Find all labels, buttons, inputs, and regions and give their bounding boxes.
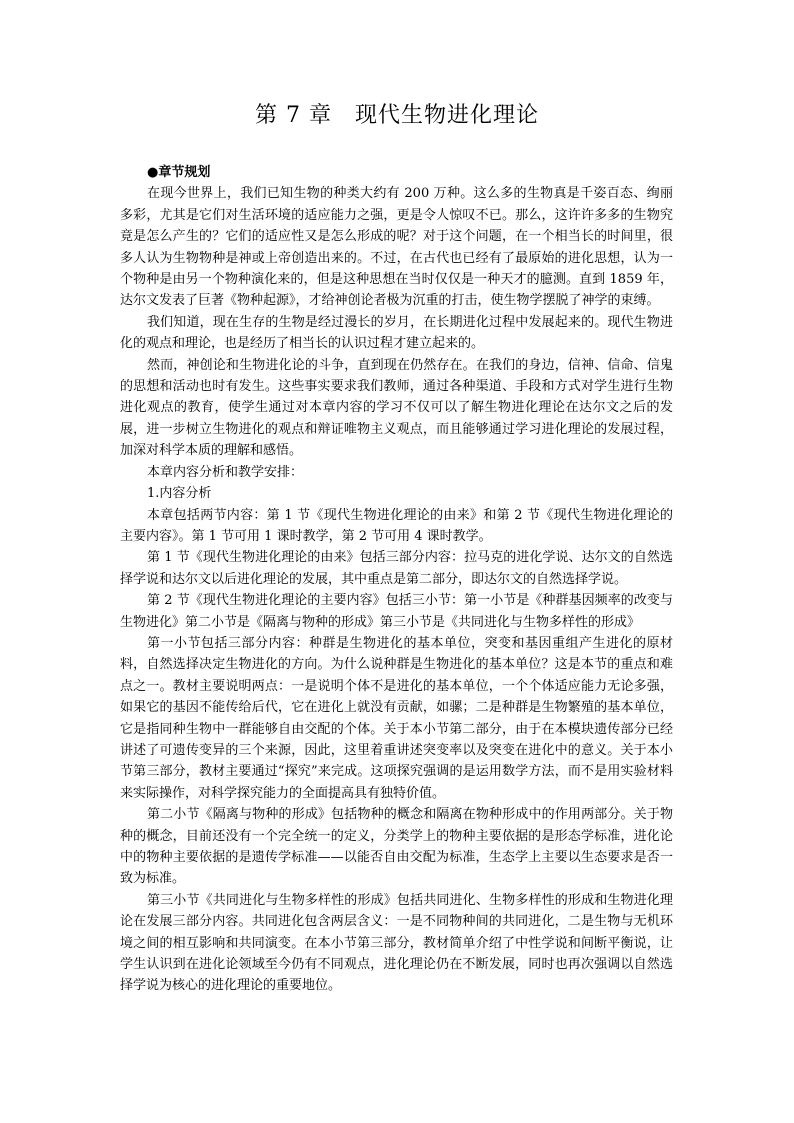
paragraph-subsection-3: 第三小节《共同进化与生物多样性的形成》包括共同进化、生物多样性的形成和生物进化理论在发展三部分内容。共同进化包含两层含义：一是不同物种间的共同进化，二是生物与无机环境之间的相互影响和共同演变。在本小节第三部分，教材简单介绍了中性学说和间断平衡说，让学生认识到在进化论领域至今仍有不同观点，进化理论仍在不断发展，同时也再次强调以自然选择学说为核心的进化理论的重要地位。 — [120, 892, 673, 994]
paragraph-intro: 在现今世界上，我们已知生物的种类大约有 200 万种。这么多的生物真是千姿百态、绚丽多彩，尤其是它们对生活环境的适应能力之强，更是令人惊叹不已。那么，这许许多多的生物究竟是怎么产生的？它们的适应性又是怎么形成的呢？对于这个问题，在一个相当长的时间里，很多人认为生物物种是神或上帝创造出来的。不过，在古代也已经有了最原始的进化思想，认为一个物种是由另一个物种演化来的，但是这种思想在当时仅仅是一种天才的臆测。直到 1859 年，达尔文发表了巨著《物种起源》，才给神创论者极为沉重的打击，使生物学摆脱了神学的束缚。 — [120, 186, 673, 309]
paragraph-content-analysis-heading: 1.内容分析 — [147, 486, 212, 502]
paragraph-section-2: 第 2 节《现代生物进化理论的主要内容》包括三小节：第一小节是《种群基因频率的改变与生物进化》第二小节是《隔离与物种的形成》第三小节是《共同进化与生物多样性的形成》 — [120, 593, 673, 630]
paragraph-arrangement-heading: 本章内容分析和教学安排： — [147, 464, 304, 480]
document-body — [120, 162, 673, 997]
paragraph-subsection-1: 第一小节包括三部分内容：种群是生物进化的基本单位，突变和基因重组产生进化的原材料，自然选择决定生物进化的方向。为什么说种群是生物进化的基本单位？这是本节的重点和难点之一。教材主要说明两点：一是说明个体不是进化的基本单位，一个个体适应能力无论多强，如果它的基因不能传给后代，它在进化上就没有贡献，如骡；二是种群是生物繁殖的基本单位，它是指同种生物中一群能够自由交配的个体。关于本小节第二部分，由于在本模块遗传部分已经讲述了可遗传变异的三个来源，因此，这里着重讲述突变率以及突变在进化中的意义。关于本小节第三部分，教材主要通过“探究”来完成。这项探究强调的是运用数学方法，而不是用实验材料来实际操作，对科学探究能力的全面提高具有独特价值。 — [120, 635, 673, 801]
paragraph-section-1: 第 1 节《现代生物进化理论的由来》包括三部分内容：拉马克的进化学说、达尔文的自然选择学说和达尔文以后进化理论的发展，其中重点是第二部分，即达尔文的自然选择学说。 — [120, 550, 673, 587]
section-heading: ●章节规划 — [147, 165, 211, 180]
paragraph-evolution-history: 我们知道，现在生存的生物是经过漫长的岁月，在长期进化过程中发展起来的。现代生物进化的观点和理论，也是经历了相当长的认识过程才建立起来的。 — [120, 314, 673, 352]
paragraph-teaching-goal: 然而，神创论和生物进化论的斗争，直到现在仍然存在。在我们的身边，信神、信命、信鬼的思想和活动也时有发生。这些事实要求我们教师，通过各种渠道、手段和方式对学生进行生物进化观点的教育，使学生通过对本章内容的学习不仅可以了解生物进化理论在达尔文之后的发展，进一步树立生物进化的观点和辩证唯物主义观点，而且能够通过学习进化理论的发展过程，加深对科学本质的理解和感悟。 — [120, 357, 673, 459]
paragraph-chapter-overview: 本章包括两节内容：第 1 节《现代生物进化理论的由来》和第 2 节《现代生物进化理论的主要内容》。第 1 节可用 1 课时教学，第 2 节可用 4 课时教学。 — [120, 507, 673, 544]
chapter-title: 第 7 章 现代生物进化理论 — [255, 103, 539, 128]
paragraph-subsection-2: 第二小节《隔离与物种的形成》包括物种的概念和隔离在物种形成中的作用两部分。关于物种的概念，目前还没有一个完全统一的定义，分类学上的物种主要依据的是形态学标准，进化论中的物种主要依据的是遗传学标准——以能否自由交配为标准，生态学上主要以生态要求是否一致为标准。 — [120, 807, 673, 887]
